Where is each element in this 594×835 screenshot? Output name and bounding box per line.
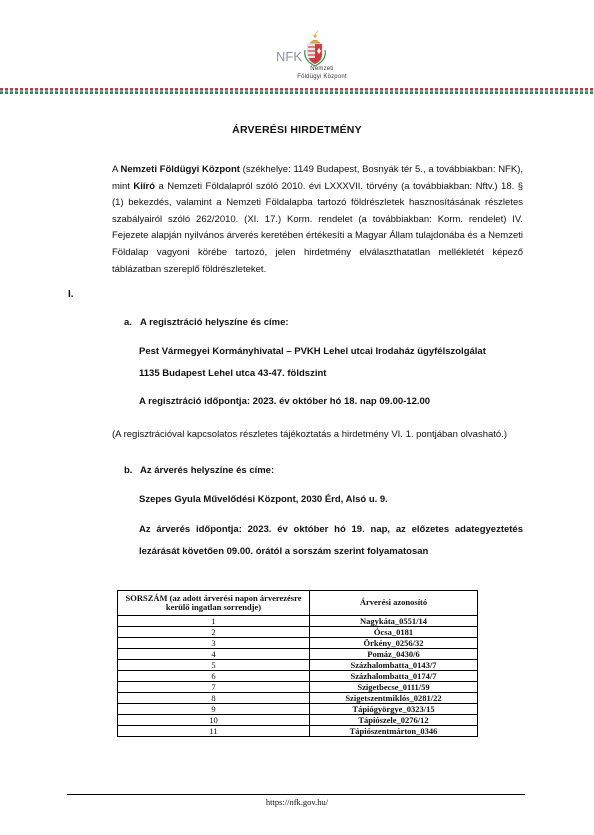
row-number: 4: [118, 649, 310, 660]
row-auction-id: Örkény_0256/32: [310, 638, 478, 649]
table-row: [118, 682, 478, 693]
auction-letter: b.: [124, 465, 133, 476]
section-number: I.: [68, 289, 74, 300]
row-auction-id: Tápiószentmárton_0346: [310, 726, 478, 737]
row-number: 10: [118, 715, 310, 726]
registration-time: A regisztráció időpontja: 2023. év október hó 18. nap 09.00-12.00: [139, 396, 431, 407]
table-row: [118, 660, 478, 671]
row-number: 3: [118, 638, 310, 649]
row-number: 8: [118, 693, 310, 704]
table-header-row: [118, 591, 478, 616]
table-row: [118, 715, 478, 726]
row-auction-id: Nagykáta_0551/14: [310, 616, 478, 627]
table-body: [118, 616, 478, 737]
logo-caption-line2: Földügyi Központ: [297, 73, 347, 80]
footer-url: https://nfk.gov.hu/: [265, 797, 329, 807]
document-title: ÁRVERÉSI HIRDETMÉNY: [232, 124, 362, 136]
row-number: 1: [118, 616, 310, 627]
table-row: [118, 616, 478, 627]
coat-of-arms-icon: [305, 31, 326, 66]
registration-heading-text: A regisztráció helyszíne és címe:: [140, 317, 289, 328]
column-header-azonosito: Árverési azonosító: [310, 591, 478, 616]
intro-part-3: a Nemzeti Földalapról szóló 2010. évi LXXXVII. törvény (a továbbiakban: Nftv.) 18. § (1) bekezdés, valamint a Nemzeti Földalapba tartozó földrészletek hasznosításának részletes szabályairól szóló 262/2010. (XI. 17.) Korm. rendelet (a továbbiakban: Korm. rendelet) IV. Fejezete alapján nyilvános árverés keretében értékesíti a Magyar Állam tulajdonába és a Nemzeti Földalap vagyoni körébe tartozó, jelen hirdetmény elválaszthatatlan mellékletét képező táblázatban szereplő földrészleteket.: [112, 180, 523, 275]
row-auction-id: Szigetbecse_0111/59: [310, 682, 478, 693]
row-auction-id: Ócsa_0181: [310, 627, 478, 638]
row-auction-id: Tápiógyörgye_0323/15: [310, 704, 478, 715]
auction-place: Szepes Gyula Művelődési Központ, 2030 Érd, Alsó u. 9.: [139, 494, 388, 505]
table-row: [118, 704, 478, 715]
auction-table: [117, 590, 478, 737]
intro-part-1: A: [112, 164, 121, 175]
intro-organization: Nemzeti Földügyi Központ: [120, 164, 240, 175]
table-row: [118, 638, 478, 649]
footer-divider: [67, 794, 525, 795]
auction-time: Az árverés időpontja: 2023. év október hó 19. nap, az előzetes adategyeztetés lezárását követően 09.00. órától a sorszám szerint folyamatosan: [139, 524, 523, 557]
table-row: [118, 671, 478, 682]
registration-heading: [124, 317, 289, 328]
table-row: [118, 649, 478, 660]
registration-letter: a.: [124, 317, 132, 328]
registration-address: 1135 Budapest Lehel utca 43-47. földszint: [139, 368, 327, 379]
logo-caption: [282, 66, 362, 81]
stripe-green: [0, 92, 594, 94]
row-auction-id: Tápiószele_0276/12: [310, 715, 478, 726]
table-row: [118, 627, 478, 638]
intro-part-2: (székhelye: 1149 Budapest, Bosnyák tér 5., a továbbiakban: NFK), mint: [112, 164, 524, 192]
row-number: 6: [118, 671, 310, 682]
row-auction-id: Százhalombatta_0174/7: [310, 671, 478, 682]
row-auction-id: Szigetszentmiklós_0281/22: [310, 693, 478, 704]
table-row: [118, 726, 478, 737]
table-row: [118, 693, 478, 704]
logo-caption-line1: Nemzeti: [310, 66, 334, 72]
row-number: 2: [118, 627, 310, 638]
row-number: 9: [118, 704, 310, 715]
header-stripes: [0, 88, 594, 94]
intro-kiiro: Kiíró: [133, 180, 156, 192]
row-number: 5: [118, 660, 310, 671]
column-header-sorszam: SORSZÁM (az adott árverési napon árverezésre kerülő ingatlan sorrendje): [118, 591, 310, 616]
registration-place: Pest Vármegyei Kormányhivatal – PVKH Lehel utcai Irodaház ügyfélszolgálat: [139, 346, 486, 357]
auction-heading-text: Az árverés helyszíne és címe:: [140, 465, 275, 476]
auction-heading: [124, 465, 274, 476]
registration-note: (A regisztrációval kapcsolatos részletes tájékoztatás a hirdetmény VI. 1. pontjában olvasható.): [112, 429, 507, 440]
row-auction-id: Pomáz_0430/6: [310, 649, 478, 660]
intro-paragraph: [112, 162, 523, 278]
row-auction-id: Százhalombatta_0143/7: [310, 660, 478, 671]
logo-abbr: NFK: [276, 49, 302, 64]
row-number: 11: [118, 726, 310, 737]
row-number: 7: [118, 682, 310, 693]
